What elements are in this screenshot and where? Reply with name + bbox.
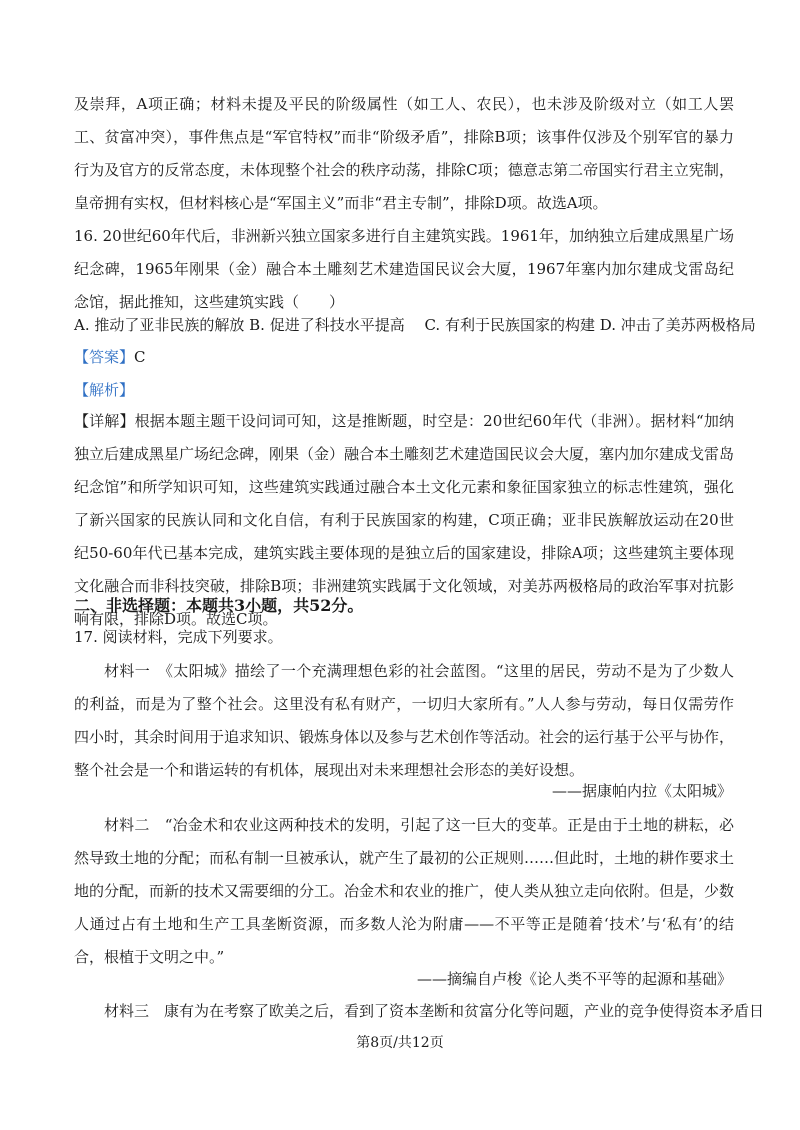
section-2-title: 二、非选择题：本题共3小题，共52分。: [74, 596, 364, 615]
material-3: 材料三 康有为在考察了欧美之后，看到了资本垄断和贫富分化等问题，产业的竞争使得资本矛盾日: [104, 1002, 765, 1020]
detail-text: 根据本题主题干设问词可知，这是推断题，时空是：20世纪60年代（非洲）。据材料“加纳独立后建成黑星广场纪念碑，刚果（金）融合本土雕刻艺术建造国民议会大厦，塞内加尔建成戈雷岛纪念馆”和所学知识可知，这些建筑实践通过融合本土文化元素和象征国家独立的标志性建筑，强化了新兴国家的民族认同和文化自信，有利于民族国家的构建，C项正确；亚非民族解放运动在20世纪50-60年代已基本完成，建筑实践主要体现的是独立后的国家建设，排除A项；这些建筑主要体现文化融合而非科技突破，排除B项；非洲建筑实践属于文化领域，对美苏两极格局的政治军事对抗影响有限，排除D项。故选C项。: [74, 412, 735, 628]
material-1-source: ——据康帕内拉《太阳城》: [551, 782, 732, 800]
question-17-stem: 17. 阅读材料，完成下列要求。: [74, 628, 283, 646]
answer-tag: 【答案】: [74, 348, 135, 366]
page-number-footer: 第8页/共12页: [356, 1035, 444, 1051]
question-16-stem: 16. 20世纪60年代后，非洲新兴独立国家多进行自主建筑实践。1961年，加纳独立后建成黑星广场纪念碑，1965年刚果（金）融合本土雕刻艺术建造国民议会大厦，1967年塞内加尔建成戈雷岛纪念馆，据此推知，这些建筑实践（ ）: [74, 227, 734, 311]
material-2: 材料二 “冶金术和农业这两种技术的发明，引起了这一巨大的变革。正是由于土地的耕耘，必然导致土地的分配；而私有制一旦被承认，就产生了最初的公正规则……但此时，土地的耕作要求土地的分配，而新的技术又需要细的分工。冶金术和农业的推广，使人类从独立走向依附。但是，少数人通过占有土地和生产工具垄断资源，而多数人沦为附庸——不平等正是随着‘技术’与‘私有’的结合，根植于文明之中。”: [74, 816, 735, 966]
analysis-row: [74, 383, 134, 398]
analysis-tag: 【解析】: [74, 381, 135, 399]
material-1: 材料一 《太阳城》描绘了一个充满理想色彩的社会蓝图。“这里的居民，劳动不是为了少数人的利益，而是为了整个社会。这里没有私有财产，一切归大家所有。”人人参与劳动，每日仅需劳作四小时，其余时间用于追求知识、锻炼身体以及参与艺术创作等活动。社会的运行基于公平与协作，整个社会是一个和谐运转的有机体，展现出对未来理想社会形态的美好设想。: [74, 662, 735, 779]
detail-tag: 【详解】: [74, 412, 135, 430]
answer-value: C: [134, 348, 146, 366]
previous-answer-tail: 及崇拜，A项正确；材料未提及平民的阶级属性（如工人、农民），也未涉及阶级对立（如工人罢工、贫富冲突），事件焦点是“军官特权”而非“阶级矛盾”，排除B项；该事件仅涉及个别军官的暴力行为及官方的反常态度，未体现整个社会的秩序动荡，排除C项；德意志第二帝国实行君主立宪制，皇帝拥有实权，但材料核心是“军国主义”而非“君主专制”，排除D项。故选A项。: [74, 95, 734, 212]
question-16-options: A. 推动了亚非民族的解放 B. 促进了科技水平提高 C. 有利于民族国家的构建 D. 冲击了美苏两极格局: [74, 316, 756, 334]
material-2-source: ——摘编自卢梭《论人类不平等的起源和基础》: [416, 970, 732, 988]
answer-row: [74, 350, 146, 365]
